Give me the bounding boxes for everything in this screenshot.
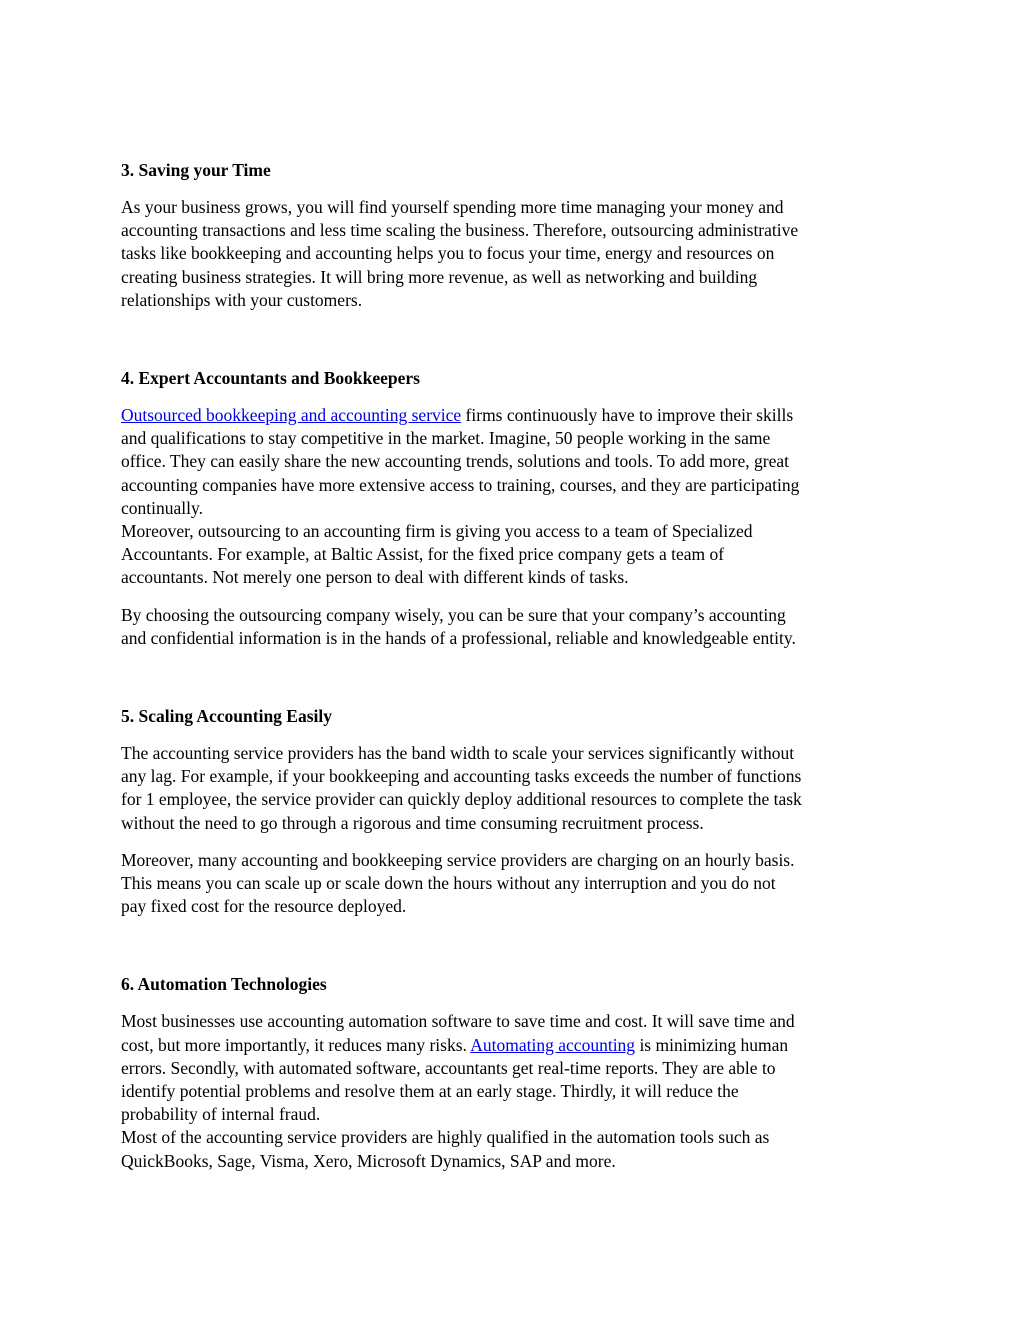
text-line: continually.: [121, 497, 203, 518]
paragraph: [121, 404, 911, 590]
automating-accounting-link[interactable]: Automating accounting: [470, 1034, 636, 1055]
text-line: pay fixed cost for the resource deployed.: [121, 896, 407, 917]
text-line: This means you can scale up or scale down the hours without any interruption and you do not: [121, 873, 776, 894]
section-heading: 5. Scaling Accounting Easily: [121, 706, 333, 727]
text-line: creating business strategies. It will bring more revenue, as well as networking and building: [121, 266, 758, 287]
text-line: accounting companies have more extensive access to training, courses, and they are participating: [121, 474, 800, 495]
text-line: Most businesses use accounting automation software to save time and cost. It will save time and: [121, 1011, 795, 1032]
text-line: without the need to go through a rigorous and time consuming recruitment process.: [121, 812, 704, 833]
text-line: any lag. For example, if your bookkeeping and accounting tasks exceeds the number of functions: [121, 766, 802, 787]
text-line: office. They can easily share the new accounting trends, solutions and tools. To add more, great: [121, 451, 789, 472]
text-line: probability of internal fraud.: [121, 1104, 321, 1125]
text-line: relationships with your customers.: [121, 289, 363, 310]
section-heading: 6. Automation Technologies: [121, 974, 327, 995]
text-line: accounting transactions and less time scaling the business. Therefore, outsourcing administrative: [121, 220, 799, 241]
text-line: QuickBooks, Sage, Visma, Xero, Microsoft Dynamics, SAP and more.: [121, 1150, 616, 1171]
text-fragment: is minimizing human: [635, 1034, 789, 1055]
text-fragment: cost, but more importantly, it reduces many risks.: [121, 1034, 471, 1055]
paragraph: [121, 604, 911, 650]
outsourced-service-link[interactable]: Outsourced bookkeeping and accounting service: [121, 405, 462, 426]
text-line: and confidential information is in the hands of a professional, reliable and knowledgeable entity.: [121, 627, 796, 648]
paragraph: [121, 849, 911, 919]
text-line: [121, 404, 911, 427]
text-line: [121, 1034, 911, 1057]
text-line: tasks like bookkeeping and accounting helps you to focus your time, energy and resources on: [121, 243, 775, 264]
text-line: Most of the accounting service providers are highly qualified in the automation tools such as: [121, 1127, 770, 1148]
section-saving-time: [121, 158, 911, 312]
paragraph: [121, 196, 911, 312]
document-page: [121, 158, 911, 1187]
text-line: Accountants. For example, at Baltic Assist, for the fixed price company gets a team of: [121, 544, 725, 565]
section-expert-accountants: [121, 366, 911, 650]
text-line: Moreover, outsourcing to an accounting firm is giving you access to a team of Specialized: [121, 521, 753, 542]
text-fragment: firms continuously have to improve their skills: [461, 405, 794, 426]
section-automation-technologies: [121, 972, 911, 1172]
section-scaling-accounting: [121, 704, 911, 918]
text-line: The accounting service providers has the band width to scale your services significantly without: [121, 743, 795, 764]
section-heading: 4. Expert Accountants and Bookkeepers: [121, 368, 420, 389]
section-spacer: [121, 932, 911, 972]
text-line: errors. Secondly, with automated software, accountants get real-time reports. They are able to: [121, 1057, 776, 1078]
section-spacer: [121, 326, 911, 366]
text-line: and qualifications to stay competitive in the market. Imagine, 50 people working in the same: [121, 428, 771, 449]
section-heading: 3. Saving your Time: [121, 160, 271, 180]
text-line: As your business grows, you will find yourself spending more time managing your money and: [121, 197, 784, 217]
text-line: identify potential problems and resolve them at an early stage. Thirdly, it will reduce the: [121, 1081, 739, 1102]
section-spacer: [121, 664, 911, 704]
text-line: accountants. Not merely one person to deal with different kinds of tasks.: [121, 567, 629, 588]
text-line: By choosing the outsourcing company wisely, you can be sure that your company’s accounting: [121, 604, 786, 625]
text-line: for 1 employee, the service provider can quickly deploy additional resources to complete the task: [121, 789, 802, 810]
paragraph: [121, 1010, 911, 1172]
paragraph: [121, 742, 911, 835]
text-line: Moreover, many accounting and bookkeeping service providers are charging on an hourly basis.: [121, 849, 795, 870]
